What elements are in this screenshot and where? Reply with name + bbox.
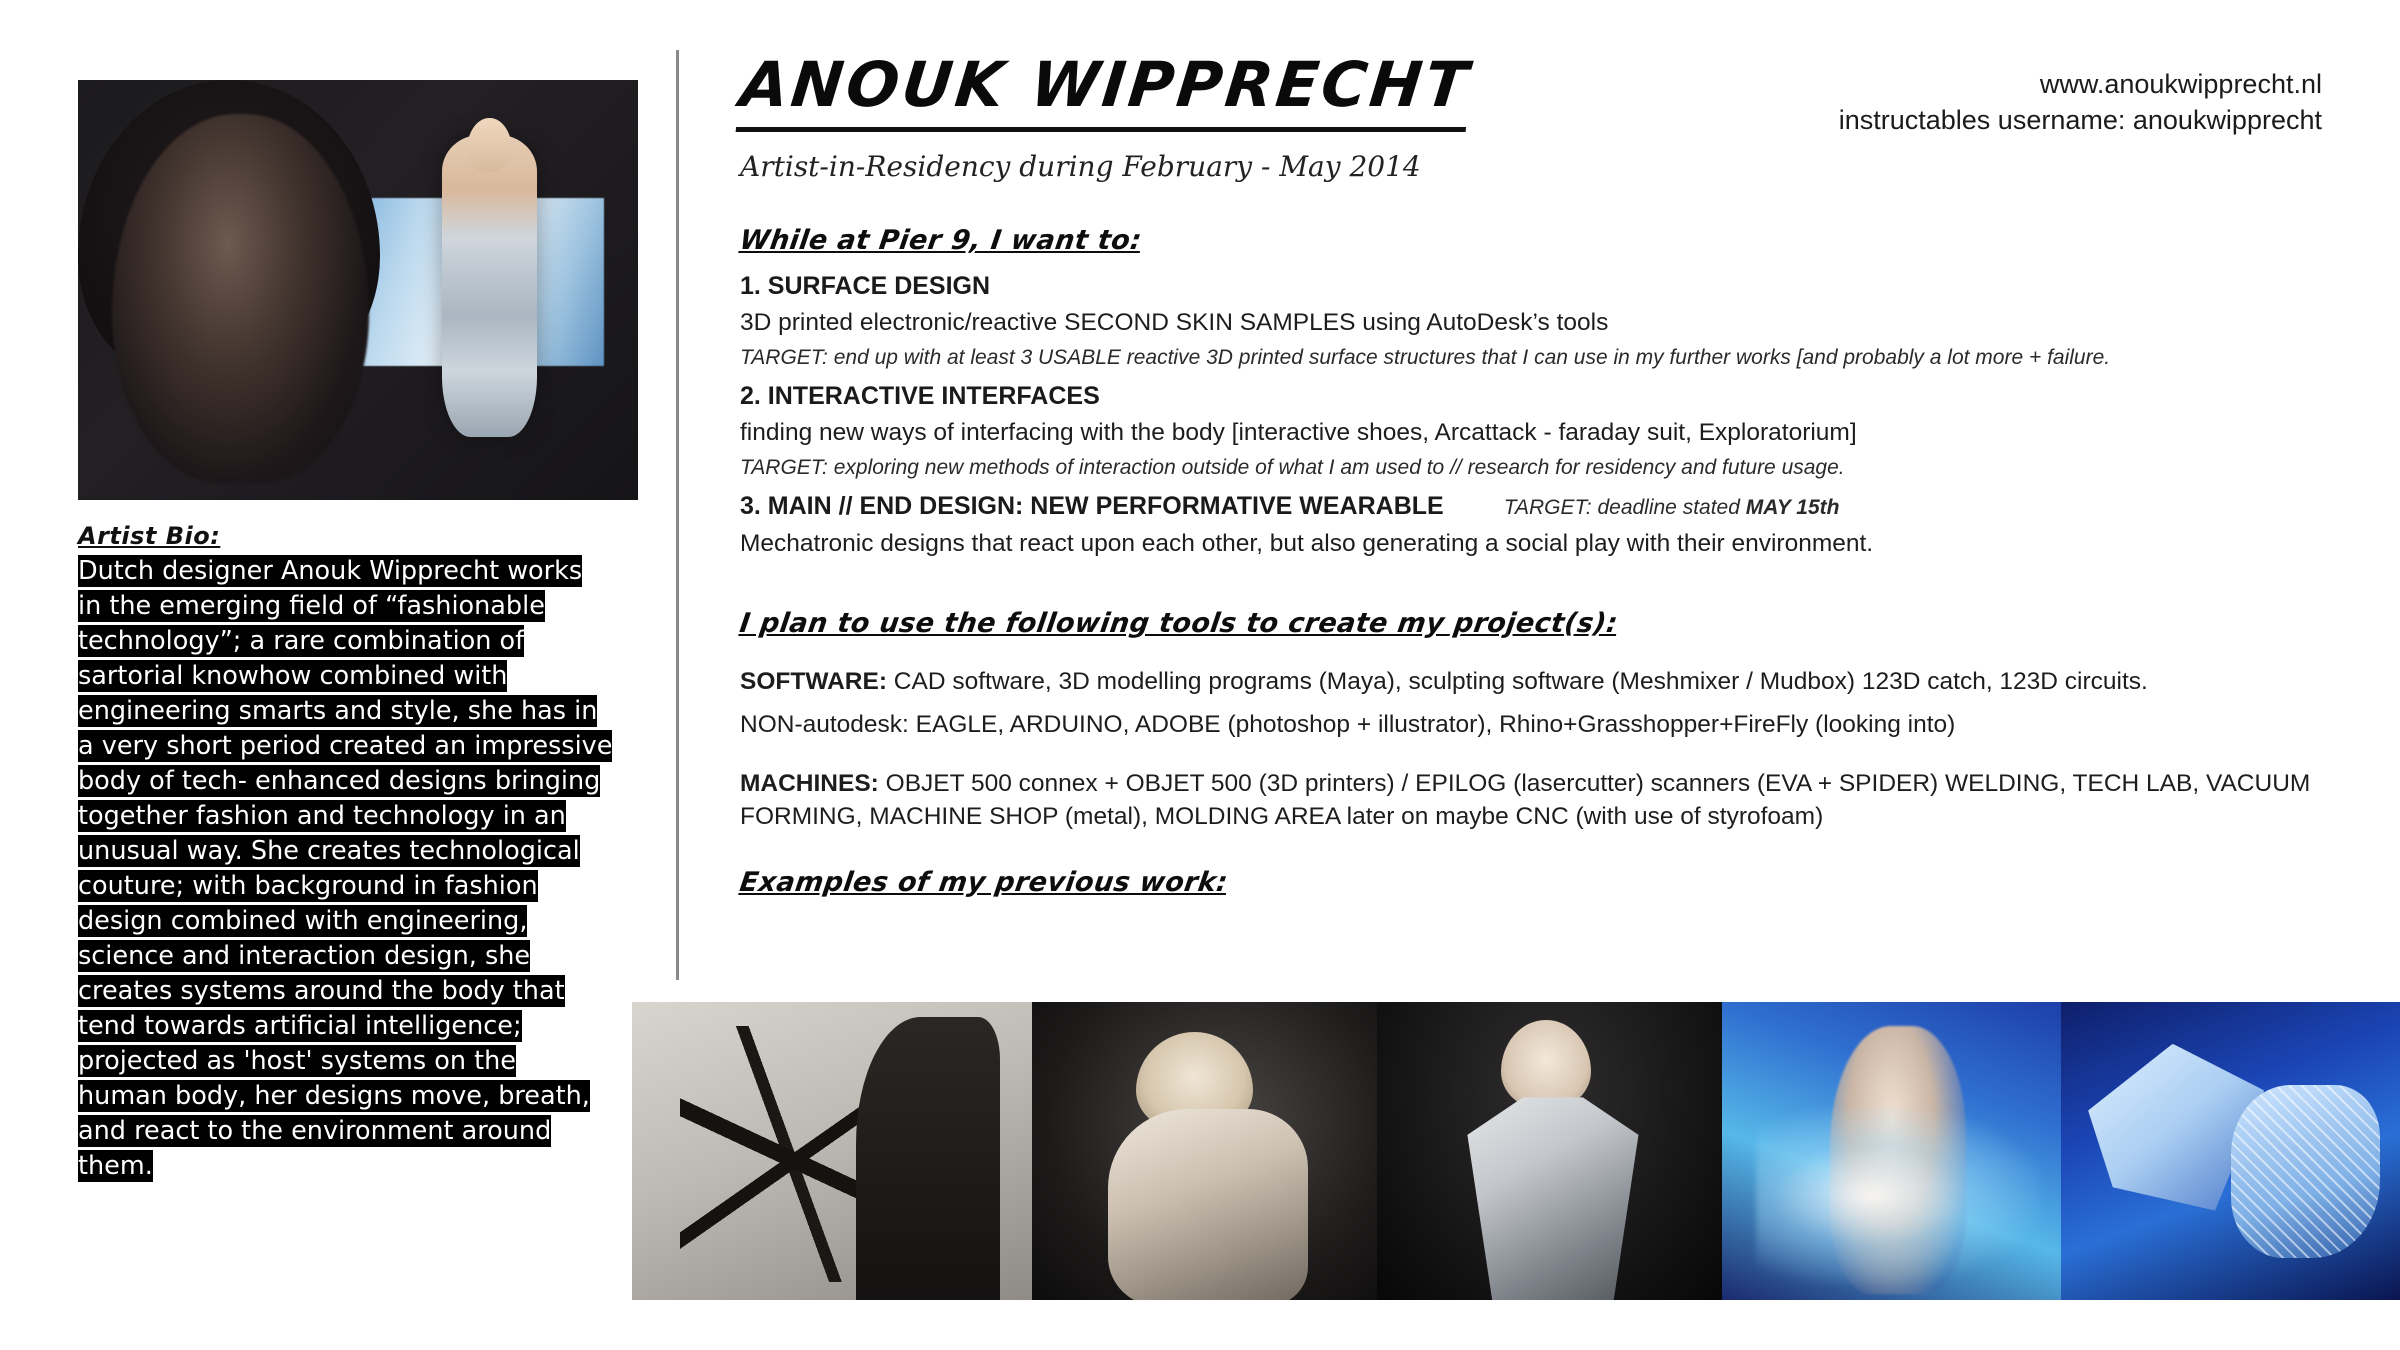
bio-heading: Artist Bio: bbox=[78, 522, 221, 550]
vertical-divider bbox=[676, 50, 679, 980]
instructables-username: instructables username: anoukwipprecht bbox=[1838, 105, 2322, 135]
software-label: SOFTWARE: bbox=[740, 668, 887, 695]
machines-text: OBJET 500 connex + OBJET 500 (3D printers) / EPILOG (lasercutter) scanners (EVA + SPIDER) WELDING, TECH LAB, VACUUM FORMING, MACHINE SHOP (metal), MOLDING AREA later on maybe CNC (with use of styrofoam) bbox=[740, 770, 2311, 830]
machines-line bbox=[740, 767, 2360, 833]
bio-text-body: Dutch designer Anouk Wipprecht works in the emerging field of “fashionable technology”; a rare combination of sartorial knowhow combined with engineering smarts and style, she has in a very short period created an impressive body of tech- enhanced designs bringing together fashion and technology in an unusual way. She creates technological couture; with background in fashion design combined with engineering, science and interaction design, she creates systems around the body that tend towards artificial intelligence; projected as 'host' systems on the human body, her designs move, breath, and react to the environment around them. bbox=[78, 556, 613, 1181]
gallery-image-wired-corset[interactable] bbox=[1032, 1002, 1377, 1300]
examples-section bbox=[737, 867, 2360, 898]
examples-gallery bbox=[632, 1002, 2400, 1300]
goal-3-title: 3. MAIN // END DESIGN: NEW PERFORMATIVE WEARABLE bbox=[740, 492, 1444, 520]
goal-2-target: TARGET: exploring new methods of interaction outside of what I am used to // research for residency and future usage. bbox=[740, 456, 1845, 479]
software-text: CAD software, 3D modelling programs (Maya), sculpting software (Meshmixer / Mudbox) 123D catch, 123D circuits. bbox=[887, 668, 2148, 695]
gallery-image-spider-dress-bw[interactable] bbox=[632, 1002, 1032, 1300]
main-column bbox=[736, 48, 2360, 898]
gallery-image-metal-shoulder-dress[interactable] bbox=[1377, 1002, 1722, 1300]
goal-item-3 bbox=[740, 482, 2360, 560]
left-column bbox=[78, 80, 638, 1184]
goal-3-body: Mechatronic designs that react upon each other, but also generating a social play with their environment. bbox=[740, 530, 1874, 557]
goal-3-target bbox=[1504, 493, 1840, 522]
mannequin-head bbox=[467, 118, 512, 173]
gallery-image-blue-3d-printed-piece[interactable] bbox=[2061, 1002, 2400, 1300]
goal-3-deadline: MAY 15th bbox=[1745, 496, 1840, 519]
portrait-face bbox=[112, 114, 370, 484]
goal-1-target: TARGET: end up with at least 3 USABLE reactive 3D printed surface structures that I can use in my further works [and probably a lot more + failure. bbox=[740, 346, 2111, 369]
page-title: ANOUK WIPPRECHT bbox=[736, 48, 1475, 132]
goal-item-1 bbox=[740, 272, 2360, 372]
gallery-image-smoke-dress[interactable] bbox=[1722, 1002, 2061, 1300]
website-url[interactable]: www.anoukwipprecht.nl bbox=[2039, 69, 2322, 99]
contact-block bbox=[1839, 66, 2322, 138]
goal-1-body: 3D printed electronic/reactive SECOND SKIN SAMPLES using AutoDesk’s tools bbox=[740, 309, 1609, 336]
machines-label: MACHINES: bbox=[740, 770, 879, 797]
mannequin-figure bbox=[442, 135, 537, 437]
tools-heading: I plan to use the following tools to create my project(s): bbox=[737, 608, 1620, 639]
goal-2-title: 2. INTERACTIVE INTERFACES bbox=[740, 382, 1100, 410]
tools-section bbox=[737, 608, 2360, 833]
goal-item-2 bbox=[740, 382, 2360, 482]
artist-portrait-photo bbox=[78, 80, 638, 500]
goal-1-title: 1. SURFACE DESIGN bbox=[740, 272, 991, 300]
examples-heading: Examples of my previous work: bbox=[737, 867, 1230, 898]
goals-section bbox=[737, 225, 2360, 560]
page-subtitle: Artist-in-Residency during February - May 2014 bbox=[740, 150, 1421, 183]
software-line bbox=[740, 665, 2360, 698]
bio-text bbox=[78, 554, 613, 1184]
nonautodesk-line: NON-autodesk: EAGLE, ARDUINO, ADOBE (photoshop + illustrator), Rhino+Grasshopper+FireFly (looking into) bbox=[740, 711, 1956, 738]
goals-heading: While at Pier 9, I want to: bbox=[737, 225, 1144, 256]
goal-2-body: finding new ways of interfacing with the body [interactive shoes, Arcattack - faraday suit, Exploratorium] bbox=[740, 419, 1857, 446]
goal-3-target-text: TARGET: deadline stated bbox=[1503, 496, 1746, 519]
